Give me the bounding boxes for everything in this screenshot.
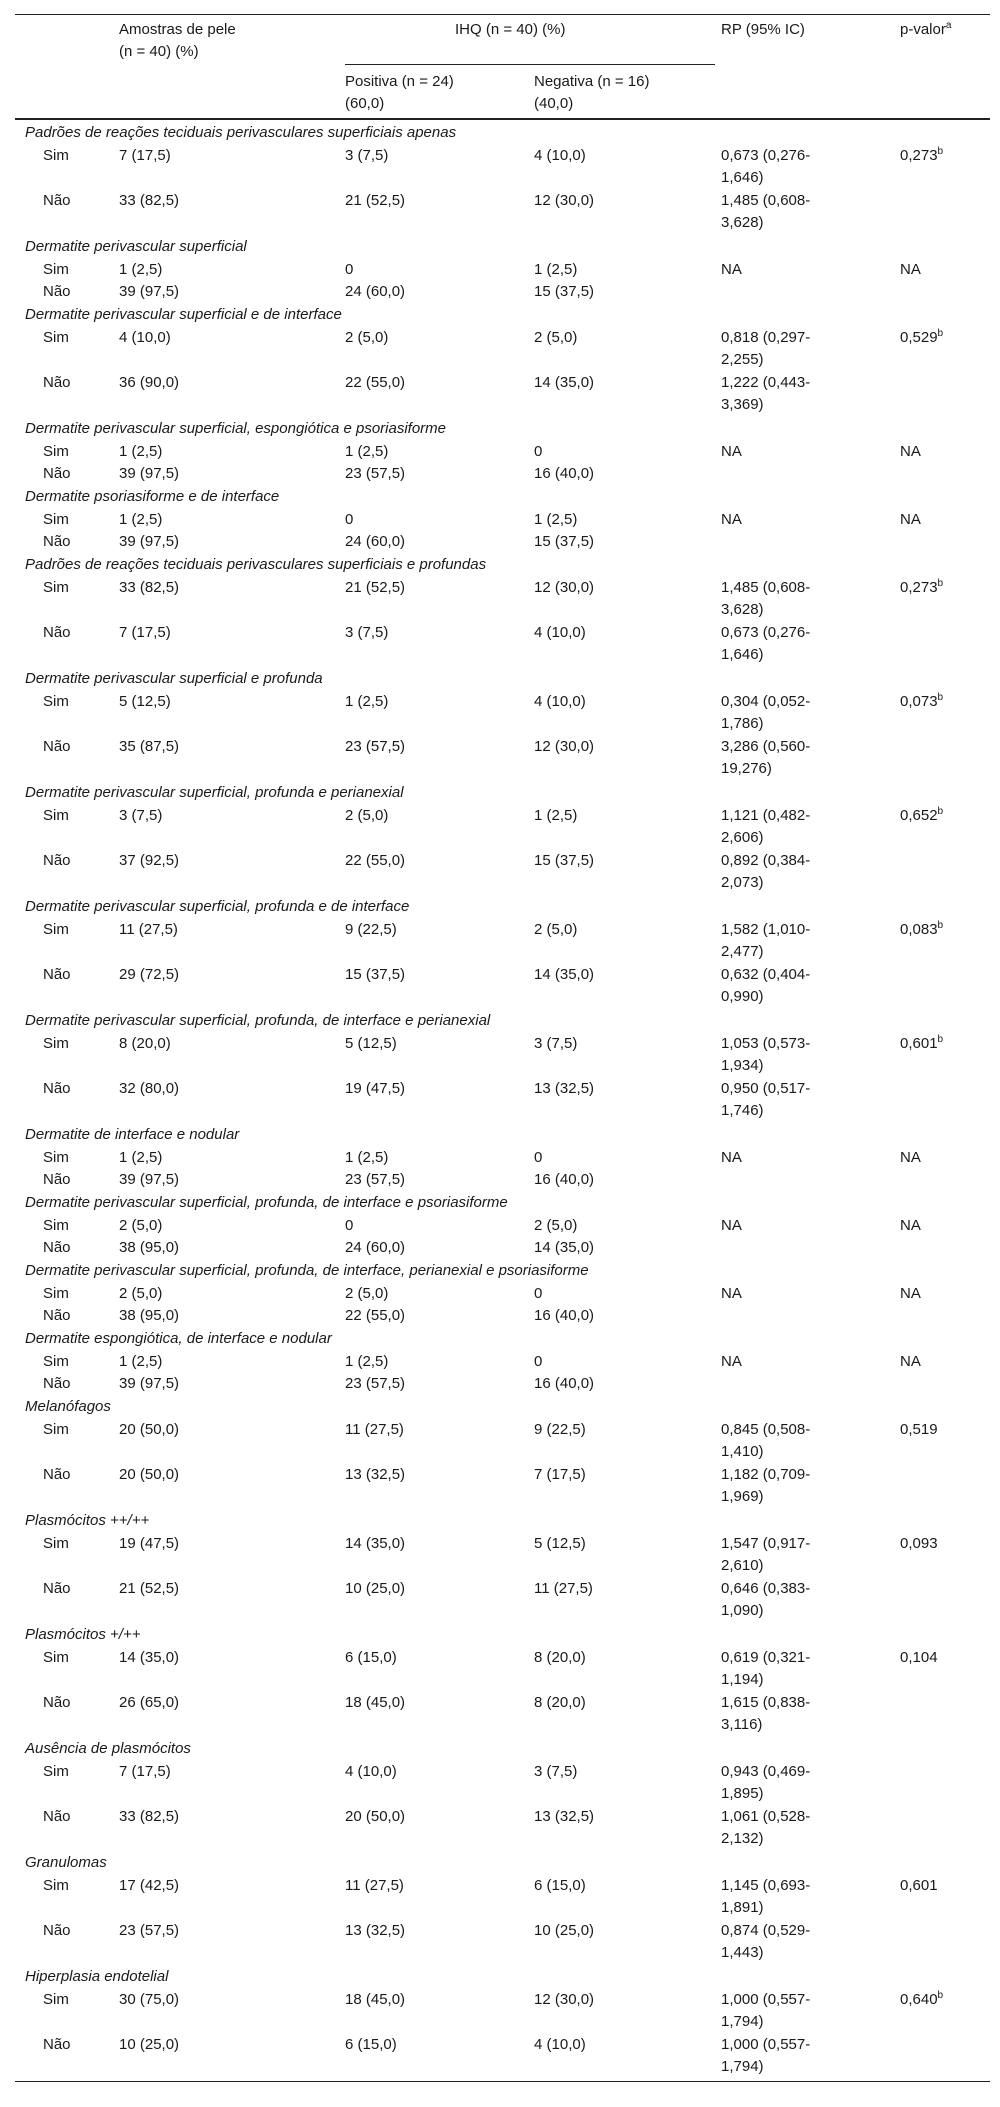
group-title: Hiperplasia endotelial [25, 1968, 169, 1985]
cell-negativa: 13 (32,5) [534, 1080, 595, 1097]
row-label: Não [43, 966, 71, 983]
row-label: Sim [43, 443, 69, 460]
row-label: Sim [43, 1217, 69, 1234]
cell-positiva: 21 (52,5) [345, 579, 406, 596]
cell-p-value-text: NA [900, 1285, 921, 1302]
cell-negativa: 11 (27,5) [534, 1580, 593, 1597]
cell-p-value [900, 441, 921, 463]
cell-p-value-sup: b [937, 692, 944, 703]
cell-negativa: 2 (5,0) [534, 921, 578, 938]
row-label: Não [43, 1808, 71, 1825]
cell-positiva: 6 (15,0) [345, 1649, 397, 1666]
cell-skin-samples: 33 (82,5) [119, 1808, 180, 1825]
cell-p-value-sup: b [937, 806, 944, 817]
cell-p-value [900, 805, 943, 827]
row-label: Não [43, 533, 71, 550]
cell-skin-samples: 4 (10,0) [119, 329, 171, 346]
cell-p-value-text: NA [900, 261, 921, 278]
group-title: Padrões de reações teciduais perivasculares superficiais apenas [25, 124, 457, 141]
cell-skin-samples: 38 (95,0) [119, 1307, 180, 1324]
header-p-value-sup: a [945, 20, 952, 31]
cell-positiva: 6 (15,0) [345, 2036, 397, 2053]
cell-skin-samples: 20 (50,0) [119, 1466, 180, 1483]
cell-skin-samples: 33 (82,5) [119, 579, 180, 596]
cell-negativa: 6 (15,0) [534, 1877, 586, 1894]
cell-rp: 1,615 (0,838- 3,116) [721, 1694, 811, 1733]
cell-p-value-sup: b [937, 146, 944, 157]
cell-positiva: 23 (57,5) [345, 738, 406, 755]
cell-negativa: 13 (32,5) [534, 1808, 595, 1825]
cell-p-value [900, 691, 943, 713]
row-label: Não [43, 1171, 71, 1188]
cell-p-value-text: NA [900, 1217, 921, 1234]
group-title: Dermatite perivascular superficial, profunda e perianexial [25, 784, 404, 801]
cell-negativa: 1 (2,5) [534, 261, 578, 278]
cell-skin-samples: 3 (7,5) [119, 807, 163, 824]
row-label: Sim [43, 921, 69, 938]
cell-positiva: 5 (12,5) [345, 1035, 397, 1052]
cell-positiva: 22 (55,0) [345, 852, 406, 869]
row-label: Não [43, 374, 71, 391]
row-label: Não [43, 2036, 71, 2053]
cell-positiva: 0 [345, 261, 354, 278]
group-title: Dermatite perivascular superficial, espongiótica e psoriasiforme [25, 420, 447, 437]
cell-skin-samples: 29 (72,5) [119, 966, 180, 983]
row-label: Sim [43, 1649, 69, 1666]
group-title: Dermatite perivascular superficial, profunda, de interface e psoriasiforme [25, 1194, 508, 1211]
row-label: Não [43, 465, 71, 482]
cell-skin-samples: 1 (2,5) [119, 1353, 163, 1370]
group-title: Dermatite perivascular superficial, profunda, de interface, perianexial e psoriasiforme [25, 1262, 589, 1279]
row-label: Sim [43, 1285, 69, 1302]
group-title: Dermatite perivascular superficial [25, 238, 247, 255]
cell-rp: 0,943 (0,469- 1,895) [721, 1763, 811, 1802]
group-title: Melanófagos [25, 1398, 111, 1415]
cell-rp: 3,286 (0,560- 19,276) [721, 738, 811, 777]
cell-skin-samples: 2 (5,0) [119, 1285, 163, 1302]
cell-p-value [900, 145, 943, 167]
header-ihq: IHQ (n = 40) (%) [455, 21, 566, 38]
cell-p-value-text: 0,519 [900, 1421, 938, 1438]
cell-p-value-text: 0,083 [900, 921, 938, 938]
cell-positiva: 23 (57,5) [345, 465, 406, 482]
cell-p-value [900, 577, 943, 599]
cell-negativa: 8 (20,0) [534, 1649, 586, 1666]
group-title: Plasmócitos +/++ [25, 1626, 141, 1643]
cell-rp: NA [721, 443, 742, 460]
cell-p-value-text: 0,601 [900, 1877, 938, 1894]
group-title: Dermatite perivascular superficial e profunda [25, 670, 323, 687]
cell-rp: 0,950 (0,517- 1,746) [721, 1080, 811, 1119]
header-skin-samples: Amostras de pele (n = 40) (%) [119, 21, 236, 60]
cell-rp: 1,145 (0,693- 1,891) [721, 1877, 811, 1916]
group-title: Ausência de plasmócitos [25, 1740, 191, 1757]
header-p-value-label: p-valor [900, 21, 946, 38]
cell-skin-samples: 39 (97,5) [119, 465, 180, 482]
cell-rp: NA [721, 1353, 742, 1370]
cell-p-value [900, 1875, 938, 1897]
cell-positiva: 23 (57,5) [345, 1375, 406, 1392]
top-rule [15, 14, 990, 15]
cell-negativa: 10 (25,0) [534, 1922, 595, 1939]
cell-rp: 0,304 (0,052- 1,786) [721, 693, 811, 732]
cell-negativa: 0 [534, 1285, 543, 1302]
cell-positiva: 13 (32,5) [345, 1466, 406, 1483]
cell-rp: 0,874 (0,529- 1,443) [721, 1922, 811, 1961]
group-title: Plasmócitos ++/++ [25, 1512, 150, 1529]
cell-rp: 0,619 (0,321- 1,194) [721, 1649, 811, 1688]
cell-negativa: 12 (30,0) [534, 192, 595, 209]
cell-negativa: 0 [534, 443, 543, 460]
row-label: Sim [43, 1877, 69, 1894]
cell-rp: 0,845 (0,508- 1,410) [721, 1421, 811, 1460]
cell-negativa: 14 (35,0) [534, 966, 595, 983]
header-rp: RP (95% IC) [721, 21, 805, 38]
cell-negativa: 12 (30,0) [534, 1991, 595, 2008]
cell-negativa: 12 (30,0) [534, 738, 595, 755]
cell-positiva: 3 (7,5) [345, 624, 389, 641]
cell-skin-samples: 14 (35,0) [119, 1649, 180, 1666]
cell-p-value [900, 1283, 921, 1305]
cell-p-value [900, 919, 943, 941]
cell-p-value [900, 1419, 938, 1441]
cell-p-value-sup: b [937, 1990, 944, 2001]
group-title: Dermatite perivascular superficial, profunda, de interface e perianexial [25, 1012, 491, 1029]
cell-p-value-text: 0,640 [900, 1991, 938, 2008]
cell-negativa: 16 (40,0) [534, 465, 595, 482]
cell-p-value-sup: b [937, 578, 944, 589]
cell-positiva: 0 [345, 1217, 354, 1234]
cell-p-value-sup: b [937, 1034, 944, 1045]
row-label: Não [43, 1580, 71, 1597]
cell-positiva: 18 (45,0) [345, 1694, 406, 1711]
cell-rp: 1,547 (0,917- 2,610) [721, 1535, 811, 1574]
cell-negativa: 1 (2,5) [534, 807, 578, 824]
cell-skin-samples: 8 (20,0) [119, 1035, 171, 1052]
cell-p-value-text: 0,073 [900, 693, 938, 710]
bottom-rule [15, 2081, 990, 2082]
cell-skin-samples: 1 (2,5) [119, 1149, 163, 1166]
cell-positiva: 22 (55,0) [345, 374, 406, 391]
row-label: Sim [43, 1353, 69, 1370]
cell-positiva: 11 (27,5) [345, 1421, 404, 1438]
cell-p-value [900, 327, 943, 349]
cell-p-value [900, 1533, 938, 1555]
cell-negativa: 1 (2,5) [534, 511, 578, 528]
cell-p-value [900, 1147, 921, 1169]
header-p-value [900, 19, 951, 41]
group-title: Granulomas [25, 1854, 107, 1871]
cell-negativa: 16 (40,0) [534, 1375, 595, 1392]
cell-skin-samples: 33 (82,5) [119, 192, 180, 209]
cell-negativa: 14 (35,0) [534, 1239, 595, 1256]
cell-p-value-text: NA [900, 443, 921, 460]
cell-rp: 1,485 (0,608- 3,628) [721, 192, 811, 231]
cell-positiva: 14 (35,0) [345, 1535, 406, 1552]
cell-p-value-text: 0,273 [900, 147, 938, 164]
cell-positiva: 4 (10,0) [345, 1763, 397, 1780]
cell-positiva: 0 [345, 511, 354, 528]
cell-rp: 1,182 (0,709- 1,969) [721, 1466, 811, 1505]
cell-skin-samples: 30 (75,0) [119, 1991, 180, 2008]
cell-positiva: 1 (2,5) [345, 693, 389, 710]
cell-positiva: 18 (45,0) [345, 1991, 406, 2008]
cell-p-value-text: 0,529 [900, 329, 938, 346]
cell-skin-samples: 32 (80,0) [119, 1080, 180, 1097]
cell-negativa: 14 (35,0) [534, 374, 595, 391]
group-title: Padrões de reações teciduais perivasculares superficiais e profundas [25, 556, 487, 573]
cell-skin-samples: 20 (50,0) [119, 1421, 180, 1438]
row-label: Sim [43, 1421, 69, 1438]
cell-positiva: 2 (5,0) [345, 1285, 389, 1302]
cell-positiva: 10 (25,0) [345, 1580, 406, 1597]
cell-skin-samples: 39 (97,5) [119, 1171, 180, 1188]
cell-positiva: 24 (60,0) [345, 283, 406, 300]
cell-p-value-sup: b [937, 920, 944, 931]
group-title: Dermatite espongiótica, de interface e nodular [25, 1330, 332, 1347]
cell-skin-samples: 1 (2,5) [119, 261, 163, 278]
cell-p-value-text: NA [900, 1353, 921, 1370]
row-label: Sim [43, 261, 69, 278]
cell-negativa: 0 [534, 1353, 543, 1370]
table-container [15, 0, 990, 2107]
row-label: Não [43, 1307, 71, 1324]
cell-skin-samples: 10 (25,0) [119, 2036, 180, 2053]
cell-negativa: 8 (20,0) [534, 1694, 586, 1711]
row-label: Não [43, 624, 71, 641]
row-label: Sim [43, 1991, 69, 2008]
cell-positiva: 24 (60,0) [345, 1239, 406, 1256]
cell-negativa: 3 (7,5) [534, 1763, 578, 1780]
cell-skin-samples: 11 (27,5) [119, 921, 178, 938]
row-label: Não [43, 1922, 71, 1939]
row-label: Sim [43, 1763, 69, 1780]
row-label: Não [43, 1080, 71, 1097]
cell-rp: 1,582 (1,010- 2,477) [721, 921, 811, 960]
cell-p-value-text: 0,104 [900, 1649, 938, 1666]
cell-p-value [900, 1989, 943, 2011]
cell-p-value [900, 259, 921, 281]
cell-rp: 1,000 (0,557- 1,794) [721, 2036, 811, 2075]
cell-negativa: 4 (10,0) [534, 2036, 586, 2053]
cell-rp: 1,222 (0,443- 3,369) [721, 374, 811, 413]
cell-negativa: 16 (40,0) [534, 1307, 595, 1324]
cell-positiva: 3 (7,5) [345, 147, 389, 164]
row-label: Não [43, 1239, 71, 1256]
cell-positiva: 9 (22,5) [345, 921, 397, 938]
cell-positiva: 1 (2,5) [345, 443, 389, 460]
cell-skin-samples: 19 (47,5) [119, 1535, 180, 1552]
cell-skin-samples: 21 (52,5) [119, 1580, 180, 1597]
group-title: Dermatite perivascular superficial, profunda e de interface [25, 898, 410, 915]
row-label: Não [43, 192, 71, 209]
cell-p-value-text: 0,273 [900, 579, 938, 596]
cell-positiva: 1 (2,5) [345, 1353, 389, 1370]
cell-p-value [900, 509, 921, 531]
cell-rp: 0,673 (0,276- 1,646) [721, 624, 811, 663]
cell-p-value-text: 0,652 [900, 807, 938, 824]
cell-rp: NA [721, 511, 742, 528]
header-positiva: Positiva (n = 24) (60,0) [345, 73, 454, 112]
cell-rp: 1,485 (0,608- 3,628) [721, 579, 811, 618]
cell-rp: 0,673 (0,276- 1,646) [721, 147, 811, 186]
cell-negativa: 2 (5,0) [534, 1217, 578, 1234]
cell-p-value [900, 1647, 938, 1669]
row-label: Sim [43, 693, 69, 710]
cell-positiva: 11 (27,5) [345, 1877, 404, 1894]
cell-skin-samples: 7 (17,5) [119, 624, 171, 641]
cell-p-value [900, 1351, 921, 1373]
cell-skin-samples: 39 (97,5) [119, 283, 180, 300]
cell-negativa: 4 (10,0) [534, 147, 586, 164]
cell-negativa: 2 (5,0) [534, 329, 578, 346]
cell-rp: 0,646 (0,383- 1,090) [721, 1580, 811, 1619]
cell-positiva: 2 (5,0) [345, 329, 389, 346]
group-title: Dermatite psoriasiforme e de interface [25, 488, 280, 505]
cell-rp: NA [721, 1217, 742, 1234]
header-bottom-rule [15, 118, 990, 120]
cell-rp: NA [721, 1149, 742, 1166]
cell-skin-samples: 38 (95,0) [119, 1239, 180, 1256]
row-label: Sim [43, 579, 69, 596]
cell-rp: 1,053 (0,573- 1,934) [721, 1035, 811, 1074]
cell-skin-samples: 26 (65,0) [119, 1694, 180, 1711]
ihq-subheader-rule [345, 64, 715, 65]
group-title: Dermatite de interface e nodular [25, 1126, 240, 1143]
cell-skin-samples: 39 (97,5) [119, 1375, 180, 1392]
cell-skin-samples: 5 (12,5) [119, 693, 171, 710]
cell-negativa: 9 (22,5) [534, 1421, 586, 1438]
cell-p-value-text: NA [900, 511, 921, 528]
row-label: Sim [43, 1535, 69, 1552]
cell-rp: 1,000 (0,557- 1,794) [721, 1991, 811, 2030]
cell-negativa: 15 (37,5) [534, 852, 595, 869]
row-label: Sim [43, 1149, 69, 1166]
cell-skin-samples: 7 (17,5) [119, 147, 171, 164]
cell-negativa: 3 (7,5) [534, 1035, 578, 1052]
row-label: Sim [43, 1035, 69, 1052]
cell-rp: 1,061 (0,528- 2,132) [721, 1808, 811, 1847]
cell-positiva: 23 (57,5) [345, 1171, 406, 1188]
cell-rp: NA [721, 1285, 742, 1302]
cell-positiva: 24 (60,0) [345, 533, 406, 550]
cell-skin-samples: 39 (97,5) [119, 533, 180, 550]
cell-negativa: 5 (12,5) [534, 1535, 586, 1552]
cell-skin-samples: 2 (5,0) [119, 1217, 163, 1234]
cell-positiva: 2 (5,0) [345, 807, 389, 824]
cell-rp: 0,632 (0,404- 0,990) [721, 966, 811, 1005]
cell-positiva: 15 (37,5) [345, 966, 406, 983]
cell-p-value-sup: b [937, 328, 944, 339]
row-label: Sim [43, 147, 69, 164]
cell-skin-samples: 37 (92,5) [119, 852, 180, 869]
cell-positiva: 22 (55,0) [345, 1307, 406, 1324]
cell-skin-samples: 36 (90,0) [119, 374, 180, 391]
cell-p-value-text: 0,093 [900, 1535, 938, 1552]
row-label: Sim [43, 511, 69, 528]
cell-positiva: 19 (47,5) [345, 1080, 406, 1097]
cell-p-value-text: 0,601 [900, 1035, 938, 1052]
cell-skin-samples: 1 (2,5) [119, 511, 163, 528]
cell-positiva: 13 (32,5) [345, 1922, 406, 1939]
group-title: Dermatite perivascular superficial e de interface [25, 306, 342, 323]
row-label: Não [43, 1466, 71, 1483]
cell-p-value [900, 1215, 921, 1237]
row-label: Não [43, 738, 71, 755]
cell-skin-samples: 35 (87,5) [119, 738, 180, 755]
cell-negativa: 16 (40,0) [534, 1171, 595, 1188]
cell-positiva: 21 (52,5) [345, 192, 406, 209]
cell-rp: 1,121 (0,482- 2,606) [721, 807, 811, 846]
cell-p-value [900, 1033, 943, 1055]
header-negativa: Negativa (n = 16) (40,0) [534, 73, 650, 112]
cell-negativa: 7 (17,5) [534, 1466, 586, 1483]
cell-negativa: 12 (30,0) [534, 579, 595, 596]
cell-skin-samples: 17 (42,5) [119, 1877, 180, 1894]
cell-rp: 0,892 (0,384- 2,073) [721, 852, 811, 891]
row-label: Não [43, 283, 71, 300]
cell-negativa: 4 (10,0) [534, 624, 586, 641]
cell-p-value-text: NA [900, 1149, 921, 1166]
cell-skin-samples: 7 (17,5) [119, 1763, 171, 1780]
cell-negativa: 15 (37,5) [534, 283, 595, 300]
cell-negativa: 0 [534, 1149, 543, 1166]
cell-positiva: 20 (50,0) [345, 1808, 406, 1825]
row-label: Sim [43, 807, 69, 824]
cell-rp: 0,818 (0,297- 2,255) [721, 329, 811, 368]
cell-negativa: 15 (37,5) [534, 533, 595, 550]
cell-skin-samples: 23 (57,5) [119, 1922, 180, 1939]
row-label: Não [43, 852, 71, 869]
cell-positiva: 1 (2,5) [345, 1149, 389, 1166]
cell-negativa: 4 (10,0) [534, 693, 586, 710]
row-label: Não [43, 1694, 71, 1711]
row-label: Não [43, 1375, 71, 1392]
cell-rp: NA [721, 261, 742, 278]
row-label: Sim [43, 329, 69, 346]
cell-skin-samples: 1 (2,5) [119, 443, 163, 460]
